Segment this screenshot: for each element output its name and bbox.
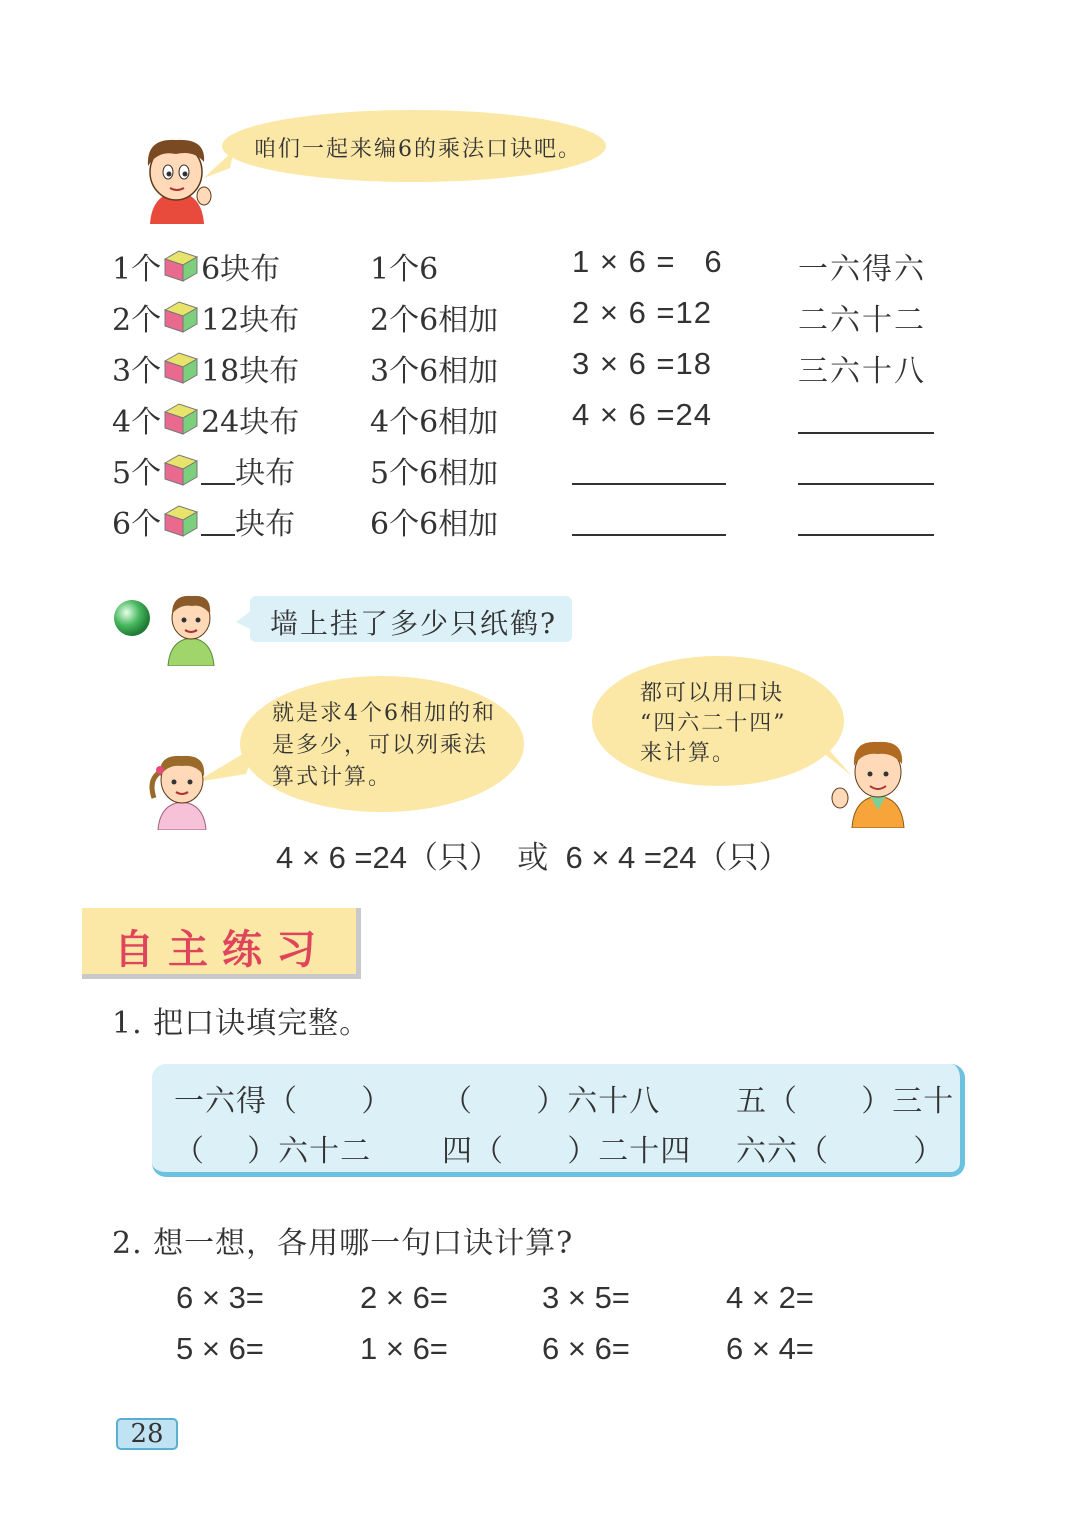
row-equation: 3 × 6 =18 xyxy=(572,346,713,381)
calc-item[interactable]: 6 × 3= xyxy=(176,1280,264,1315)
calc-item[interactable]: 4 × 2= xyxy=(726,1280,814,1315)
cloth-cube-icon xyxy=(163,402,199,436)
equation-blank[interactable] xyxy=(572,534,726,536)
equation-blank[interactable] xyxy=(572,483,726,485)
boy-bubble-line: 来计算。 xyxy=(640,741,737,766)
row-cloth: 12块布 xyxy=(201,303,300,338)
girl-illustration xyxy=(146,746,216,830)
fill-rhyme-item[interactable]: 六六（ ） xyxy=(736,1134,945,1169)
row-count: 6个 xyxy=(112,507,162,542)
cloth-cube-icon xyxy=(163,453,199,487)
table-row xyxy=(112,295,299,339)
fill-rhyme-box xyxy=(152,1064,965,1177)
top-bubble-text: 咱们一起来编6的乘法口诀吧。 xyxy=(254,137,582,162)
girl-speech-bubble xyxy=(240,676,524,812)
row-add: 2个6相加 xyxy=(370,303,499,338)
question-1-label: 1. 把口诀填完整。 xyxy=(112,1006,371,1041)
green-ball-icon xyxy=(112,598,152,638)
table-row xyxy=(112,499,295,543)
row-rhyme: 三六十八 xyxy=(798,354,926,389)
girl-bubble-line: 算式计算。 xyxy=(272,765,393,790)
row-cloth: 块布 xyxy=(235,507,296,542)
girl-bubble-line: 是多少，可以列乘法 xyxy=(272,733,489,758)
row-rhyme: 二六十二 xyxy=(798,303,926,338)
cloth-cube-icon xyxy=(163,504,199,538)
cloth-cube-icon xyxy=(163,351,199,385)
equation-line: 4 × 6 =24（只） 或 6 × 4 =24（只） xyxy=(276,840,790,875)
calc-item[interactable]: 5 × 6= xyxy=(176,1331,264,1366)
row-add: 3个6相加 xyxy=(370,354,499,389)
fill-rhyme-item[interactable]: 五（ ）三十 xyxy=(736,1084,955,1119)
row-count: 2个 xyxy=(112,303,162,338)
rhyme-blank[interactable] xyxy=(798,432,934,434)
practice-title-banner xyxy=(82,908,361,979)
row-rhyme: 一六得六 xyxy=(798,252,926,287)
row-count: 4个 xyxy=(112,405,162,440)
table-row xyxy=(112,244,280,288)
row-add: 1个6 xyxy=(370,252,439,287)
rhyme-blank[interactable] xyxy=(798,534,934,536)
row-cloth: 块布 xyxy=(235,456,296,491)
practice-title: 自主练习 xyxy=(114,927,330,973)
table-row xyxy=(112,448,295,492)
row-cloth: 6块布 xyxy=(201,252,281,287)
row-count: 5个 xyxy=(112,456,162,491)
row-add: 4个6相加 xyxy=(370,405,499,440)
cloth-cube-icon xyxy=(163,249,199,283)
calc-item[interactable]: 6 × 4= xyxy=(726,1331,814,1366)
fill-rhyme-item[interactable]: （ ）六十二 xyxy=(174,1134,372,1169)
row-equation: 1 × 6 = 6 xyxy=(572,244,723,279)
row-count: 3个 xyxy=(112,354,162,389)
cloth-cube-icon xyxy=(163,300,199,334)
question-bubble-text: 墙上挂了多少只纸鹤? xyxy=(270,607,558,640)
boy-speech-bubble xyxy=(592,656,844,786)
boy-bubble-line: “四六二十四” xyxy=(640,711,787,736)
rhyme-blank[interactable] xyxy=(798,483,934,485)
table-row xyxy=(112,346,299,390)
table-row xyxy=(112,397,299,441)
question-speech-bubble xyxy=(250,596,572,642)
boy-green-shirt-illustration xyxy=(162,590,220,666)
fill-rhyme-item[interactable]: 一六得（ ） xyxy=(174,1084,393,1119)
calc-item[interactable]: 2 × 6= xyxy=(360,1280,448,1315)
row-equation: 2 × 6 =12 xyxy=(572,295,713,330)
row-cloth: 24块布 xyxy=(201,405,300,440)
row-equation: 4 × 6 =24 xyxy=(572,397,713,432)
row-add: 5个6相加 xyxy=(370,456,499,491)
cloth-blank[interactable] xyxy=(201,459,235,485)
calc-item[interactable]: 1 × 6= xyxy=(360,1331,448,1366)
boy-waving-illustration xyxy=(830,734,918,828)
calc-item[interactable]: 6 × 6= xyxy=(542,1331,630,1366)
girl-bubble-line: 就是求4个6相加的和 xyxy=(272,701,496,726)
page-number: 28 xyxy=(116,1418,178,1450)
boy-bubble-line: 都可以用口诀 xyxy=(640,681,785,706)
row-count: 1个 xyxy=(112,252,162,287)
calc-item[interactable]: 3 × 5= xyxy=(542,1280,630,1315)
row-add: 6个6相加 xyxy=(370,507,499,542)
question-2-label: 2. 想一想，各用哪一句口诀计算? xyxy=(112,1226,574,1261)
fill-rhyme-item[interactable]: （ ）六十八 xyxy=(442,1084,661,1119)
row-cloth: 18块布 xyxy=(201,354,300,389)
fill-rhyme-item[interactable]: 四（ ）二十四 xyxy=(442,1134,692,1169)
top-speech-bubble xyxy=(222,110,606,182)
cloth-blank[interactable] xyxy=(201,510,235,536)
